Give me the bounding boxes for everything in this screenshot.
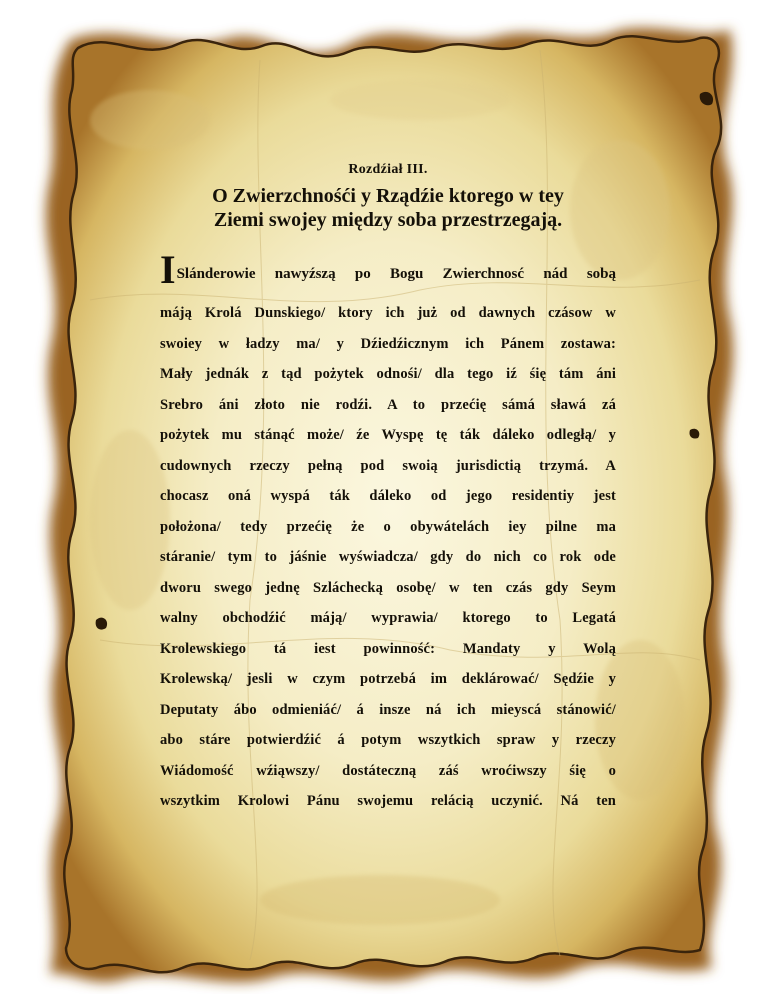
body-text [160,298,616,817]
body-line: pożytek mu stánąć może/ źe Wyspę tę ták dáleko odległą/ y [160,427,616,443]
body-line: Deputaty ábo odmieniáć/ á insze ná ich mieyscá stánowić/ [160,701,616,718]
first-paragraph-line [160,246,616,292]
body-line: swoiey w ładzy ma/ y Dźiedźicznym ich Pánem zostawa: [160,335,616,352]
chapter-title [160,184,616,232]
body-line: Mały jednák z tąd pożytek odnośi/ dla tego iź śię tám áni [160,366,616,382]
body-line: Krolewską/ jesli w czym potrzebá im deklárować/ Sędźie y [160,671,616,687]
chapter-title-line-1: O Zwierzchnośći y Rządźie ktorego w tey [212,185,564,207]
document-text [160,150,616,817]
body-line: Krolewskiego tá iest powinność: Mandaty y Wolą [160,640,616,657]
body-line: walny obchodźić máją/ wyprawia/ ktorego to Legatá [160,610,616,626]
drop-cap-initial: I [160,247,176,292]
body-line: máją Krolá Dunskiego/ ktory ich już od dawnych czásow w [160,305,616,321]
body-line: położona/ tedy przećię że o obywátelách iey pilne ma [160,518,616,535]
body-line: dworu swego jednę Szláchecką osobę/ w ten czás gdy Seym [160,579,616,596]
first-line-text: Slánderowie nawyźszą po Bogu Zwierchnosć nád sobą [176,266,616,282]
chapter-title-line-2: Ziemi swojey między soba przestrzegają. [213,209,563,231]
body-line: chocasz oná wyspá ták dáleko od jego residentiy jest [160,488,616,504]
body-line: Wiádomość wźiąwszy/ dostáteczną záś wroćiwszy śię o [160,762,616,779]
body-line: abo stáre potwierdźić á potym wszytkich spraw y rzeczy [160,732,616,748]
chapter-label: Rozdźiał III. [348,162,428,177]
body-line: Srebro áni złoto nie rodźi. A to przećię sámá sławá zá [160,396,616,413]
body-line: cudownych rzeczy pełną pod swoią jurisdictią trzymá. A [160,457,616,474]
body-line: wszytkim Krolowi Pánu swojemu relácią uczynić. Ná ten [160,793,616,809]
body-line: stáranie/ tym to jáśnie wyświadcza/ gdy do nich co rok ode [160,549,616,565]
